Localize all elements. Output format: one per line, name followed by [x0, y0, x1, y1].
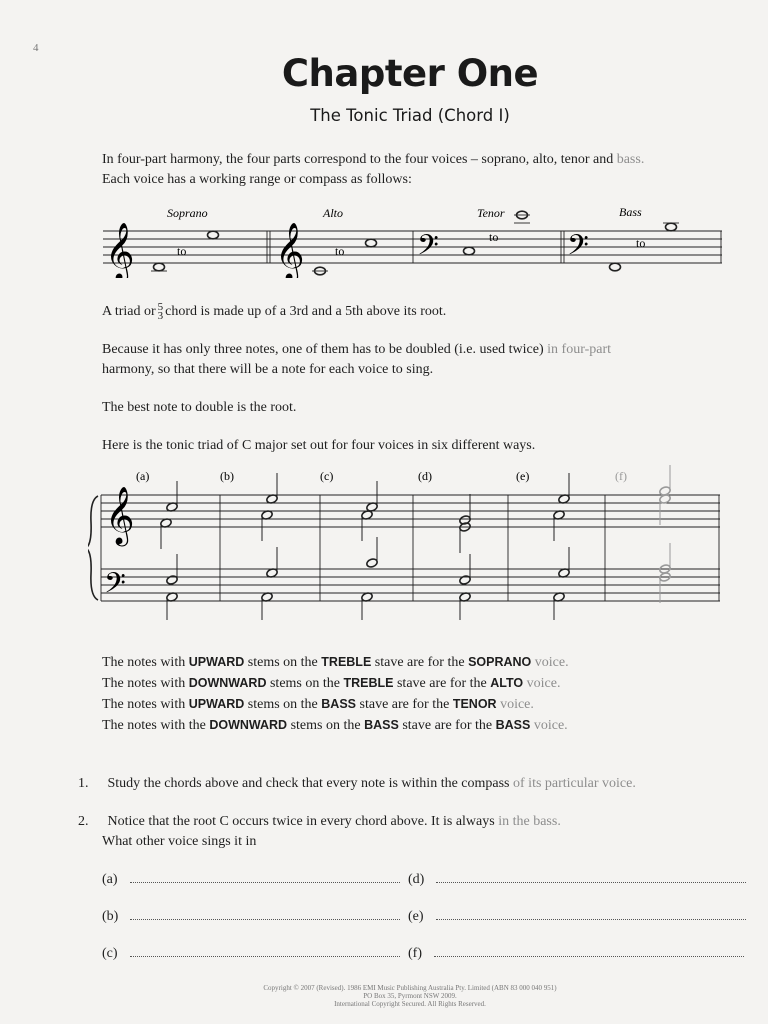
- stem-text-part: UPWARD: [188, 697, 245, 711]
- stem-text-part: voice.: [533, 718, 568, 733]
- stem-text-part: BASS: [321, 697, 357, 711]
- chord-note: [366, 558, 378, 569]
- answer-row: [408, 946, 744, 962]
- stem-explanation-line: [102, 673, 569, 694]
- best-note-text: The best note to double is the root.: [102, 400, 297, 415]
- stem-explanations: [102, 652, 569, 736]
- chord-label: (e): [516, 469, 530, 483]
- voice-range-staff: [95, 198, 730, 278]
- alto-to: to: [335, 244, 345, 258]
- chord-label: (f): [615, 469, 627, 483]
- bass-label: Bass: [619, 205, 642, 219]
- fraction-bottom: 3: [157, 309, 164, 322]
- bass-clef-icon: 𝄢: [104, 569, 126, 606]
- exercise-2-number: 2.: [78, 814, 89, 829]
- bass-clef-icon: 𝄢: [567, 231, 589, 268]
- chord-label: (c): [320, 469, 334, 483]
- stem-text-part: stave are for the: [374, 655, 465, 670]
- bass-clef-icon: 𝄢: [417, 231, 439, 268]
- doubling-paragraph: [102, 340, 611, 380]
- answer-blank[interactable]: [436, 909, 746, 920]
- exercise-2-text: Notice that the root C occurs twice in every chord above. It is always: [107, 814, 495, 829]
- stem-text-part: ALTO: [490, 676, 524, 690]
- chord-notes: [160, 465, 671, 620]
- treble-clef-icon: 𝄞: [275, 223, 305, 278]
- stem-text-part: SOPRANO: [468, 655, 532, 669]
- stem-text-part: voice.: [534, 655, 569, 670]
- stem-text-part: stems on the: [247, 697, 318, 712]
- range-notes: [151, 211, 679, 278]
- stem-text-part: The notes with: [102, 697, 186, 712]
- stem-text-part: stave are for the: [359, 697, 450, 712]
- soprano-label: Soprano: [167, 206, 208, 220]
- intro-line-2: Each voice has a working range or compass as follows:: [102, 172, 412, 187]
- answer-label: (c): [102, 946, 118, 961]
- stem-text-part: TREBLE: [343, 676, 394, 690]
- alto-label: Alto: [323, 206, 343, 220]
- stem-explanation-line: [102, 694, 569, 715]
- stem-text-part: stems on the: [290, 718, 361, 733]
- tenor-to: to: [489, 230, 499, 244]
- answer-blank[interactable]: [130, 946, 400, 957]
- answer-blank[interactable]: [130, 909, 400, 920]
- answer-row: [102, 872, 400, 888]
- grand-staff-brace: [88, 496, 98, 600]
- exercise-2: [78, 812, 561, 852]
- chord-label: (d): [418, 469, 432, 483]
- stem-text-part: DOWNWARD: [188, 676, 267, 690]
- answer-label: (f): [408, 946, 422, 961]
- stem-text-part: stave are for the: [402, 718, 493, 733]
- tonic-triad-grand-staff: [88, 460, 728, 620]
- doubling-line-1: Because it has only three notes, one of them has to be doubled (i.e. used twice): [102, 342, 544, 357]
- intro-line-1-faded: bass.: [616, 152, 645, 167]
- answer-label: (d): [408, 872, 425, 887]
- chord-label: (a): [136, 469, 150, 483]
- answer-blank[interactable]: [130, 872, 400, 883]
- stem-text-part: UPWARD: [188, 655, 245, 669]
- answer-row: [102, 909, 400, 925]
- stem-text-part: voice.: [500, 697, 534, 712]
- answer-label: (b): [102, 909, 119, 924]
- answer-label: (e): [408, 909, 424, 924]
- fraction-top: 5: [157, 300, 164, 313]
- answer-blank[interactable]: [434, 946, 744, 957]
- answer-label: (a): [102, 872, 118, 887]
- triad-text-before: A triad or: [102, 304, 156, 319]
- stem-text-part: stems on the: [247, 655, 318, 670]
- exercise-1: [78, 774, 636, 794]
- answer-row: [408, 909, 746, 925]
- stem-text-part: DOWNWARD: [209, 718, 288, 732]
- chapter-subtitle: The Tonic Triad (Chord I): [310, 106, 510, 125]
- chord-note: [459, 575, 471, 586]
- treble-clef-icon: 𝄞: [105, 223, 135, 278]
- exercise-1-number: 1.: [78, 776, 89, 791]
- copyright-notice: [0, 984, 768, 1008]
- five-three-fraction: [157, 300, 164, 322]
- tenor-label: Tenor: [477, 206, 505, 220]
- soprano-to: to: [177, 244, 187, 258]
- stem-explanation-line: [102, 715, 569, 736]
- intro-paragraph: [102, 150, 644, 190]
- stem-text-part: The notes with: [102, 655, 186, 670]
- treble-clef-icon: 𝄞: [105, 487, 135, 543]
- chord-labels: [136, 469, 627, 483]
- stem-text-part: The notes with: [102, 676, 186, 691]
- stem-text-part: stems on the: [269, 676, 340, 691]
- page-number: 4: [33, 42, 39, 54]
- answer-row: [408, 872, 746, 888]
- copyright-line-2: PO Box 35, Pyrmont NSW 2009.: [363, 992, 457, 1000]
- stem-explanation-line: [102, 652, 569, 673]
- stem-text-part: voice.: [526, 676, 561, 691]
- chapter-title: Chapter One: [281, 52, 539, 95]
- staff-lines: [101, 495, 720, 601]
- answer-row: [102, 946, 400, 962]
- stem-text-part: TREBLE: [321, 655, 372, 669]
- copyright-line-1: Copyright © 2007 (Revised). 1986 EMI Music Publishing Australia Pty. Limited (ABN 83 000 040 951): [263, 984, 557, 992]
- copyright-line-3: International Copyright Secured. All Rights Reserved.: [334, 1000, 486, 1008]
- exercise-2-faded: in the bass.: [498, 814, 561, 829]
- doubling-line-1-faded: in four-part: [547, 342, 612, 357]
- triad-text-after: chord is made up of a 3rd and a 5th above its root.: [165, 304, 447, 319]
- stem-text-part: The notes with the: [102, 718, 206, 733]
- stem-text-part: stave are for the: [396, 676, 487, 691]
- intro-line-1-text: In four-part harmony, the four parts correspond to the four voices – soprano, alto, tenor and: [102, 152, 614, 167]
- exercise-1-faded: of its particular voice.: [513, 776, 636, 791]
- doubling-line-2: harmony, so that there will be a note for each voice to sing.: [102, 362, 434, 377]
- chord-label: (b): [220, 469, 234, 483]
- exercise-1-text: Study the chords above and check that every note is within the compass: [107, 776, 510, 791]
- intro-line-1: [102, 150, 644, 170]
- triad-definition: [102, 302, 446, 322]
- stem-text-part: BASS: [495, 718, 531, 732]
- bass-to: to: [636, 236, 646, 250]
- exercise-2-line-2: What other voice sings it in: [102, 834, 257, 849]
- chord-note: [166, 575, 178, 586]
- stem-text-part: BASS: [364, 718, 399, 732]
- tonic-intro-text: Here is the tonic triad of C major set out for four voices in six different ways.: [102, 438, 536, 453]
- stem-text-part: TENOR: [452, 697, 497, 711]
- answer-blank[interactable]: [436, 872, 746, 883]
